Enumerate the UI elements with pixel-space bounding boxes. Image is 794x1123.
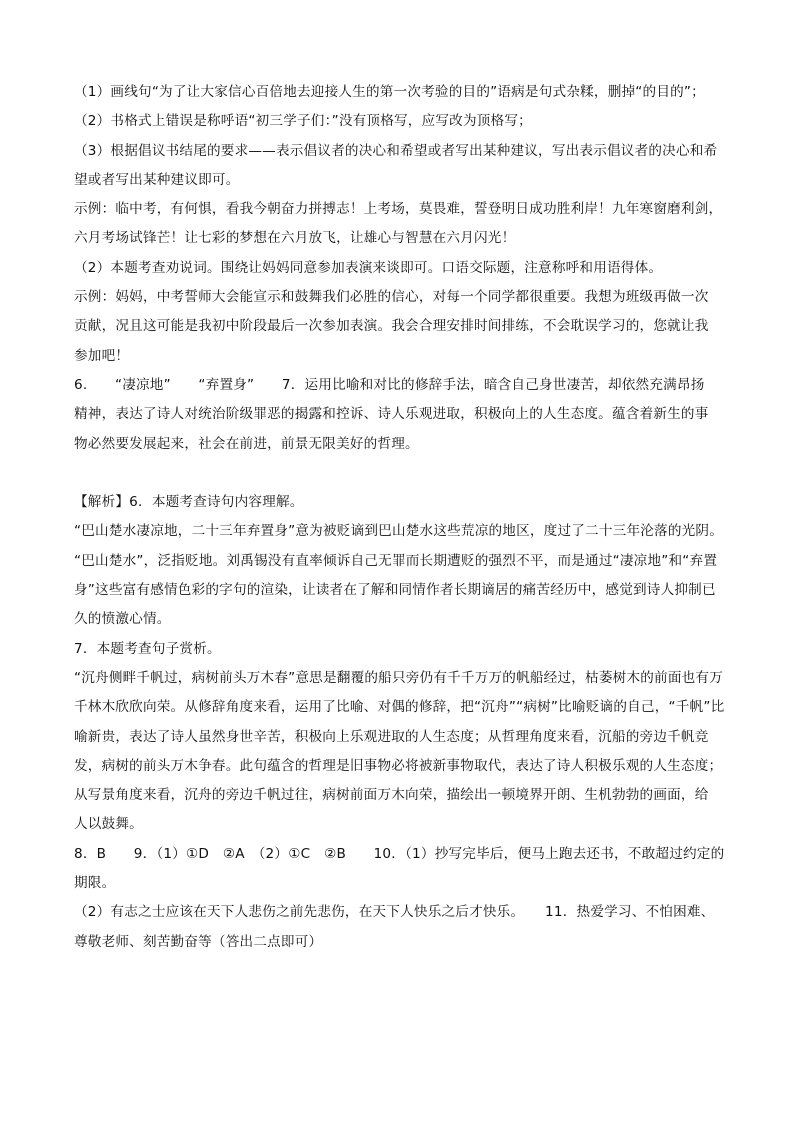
text-line: 从写景角度来看，沉舟的旁边千帆过往，病树前面万木向荣，描绘出一顿境界开朗、生机勃勃的画面，给 <box>74 787 709 804</box>
text-line: 喻新贵，表达了诗人虽然身世辛苦，积极向上乐观进取的人生态度；从哲理角度来看，沉船的旁边千帆竞 <box>74 728 709 745</box>
text-line: 人以鼓舞。 <box>74 816 143 833</box>
blank-line <box>74 459 724 488</box>
text-line: （2）本题考查劝说词。围绕让妈妈同意参加表演来谈即可。口语交际题，注意称呼和用语得体。 <box>74 259 663 276</box>
analysis-heading: 【解析】6．本题考查诗句内容理解。 <box>74 494 304 511</box>
text-line: 参加吧！ <box>74 347 130 364</box>
text-line: 物必然要发展起来，社会在前进，前景无限美好的哲理。 <box>74 435 419 452</box>
answer-text <box>74 78 724 957</box>
text-line: 6. “凄凉地” “弃置身” 7．运用比喻和对比的修辞手法，暗含自己身世凄苦，却依然充满昂扬 <box>74 376 705 393</box>
text-line: “巴山楚水凄凉地，二十三年弃置身”意为被贬谪到巴山楚水这些荒凉的地区，度过了二十三年沦落的光阴。 <box>74 523 723 540</box>
text-line: （2）有志之士应该在天下人悲伤之前先悲伤，在天下人快乐之后才快乐。 11．热爱学习、不怕困难、 <box>74 904 715 921</box>
text-line: 发，病树的前头万木争春。此句蕴含的哲理是旧事物必将被新事物取代，表达了诗人积极乐观的人生态度； <box>74 757 723 774</box>
text-line: 8．B 9．（1）①D ②A （2）①C ②B 10．（1）抄写完毕后，便马上跑去还书，不敢超过约定的 <box>74 845 724 862</box>
text-line: （1）画线句“为了让大家信心百倍地去迎接人生的第一次考验的目的”语病是句式杂糅，删掉“的目的”； <box>74 84 705 100</box>
text-line: （2）书格式上错误是称呼语“初三学子们：”没有顶格写，应写改为顶格写； <box>74 113 532 130</box>
text-line: 7．本题考查句子赏析。 <box>74 640 221 657</box>
text-line: 尊敬老师、刻苦勤奋等（答出二点即可） <box>74 933 323 950</box>
text-line: 望或者写出某种建议即可。 <box>74 171 240 188</box>
text-line: “沉舟侧畔千帆过，病树前头万木春”意思是翻覆的船只旁仍有千千万万的帆船经过，枯萎树木的前面也有万 <box>74 669 723 686</box>
text-line: （3）根据倡议书结尾的要求——表示倡议者的决心和希望或者写出某种建议，写出表示倡议者的决心和希 <box>74 142 718 159</box>
text-line: 示例：临中考，有何惧，看我今朝奋力拼搏志！上考场，莫畏难，誓登明日成功胜利岸！九年寒窗磨利剑， <box>74 201 723 218</box>
text-line: 贡献，况且这可能是我初中阶段最后一次参加表演。我会合理安排时间排练，不会耽误学习的，您就让我 <box>74 318 709 335</box>
text-line: 精神，表达了诗人对统治阶级罪恶的揭露和控诉、诗人乐观进取，积极向上的人生态度。蕴含着新生的事 <box>74 406 709 423</box>
text-line: 期限。 <box>74 875 116 892</box>
text-line: “巴山楚水”，泛指贬地。刘禹锡没有直率倾诉自己无罪而长期遭贬的强烈不平，而是通过“凄凉地”和“弃置 <box>74 552 718 569</box>
text-line: 久的愤激心情。 <box>74 611 171 628</box>
text-line: 示例：妈妈，中考誓师大会能宣示和鼓舞我们必胜的信心，对每一个同学都很重要。我想为班级再做一次 <box>74 289 709 306</box>
text-line: 千林木欣欣向荣。从修辞角度来看，运用了比喻、对偶的修辞，把“沉舟”“病树”比喻贬谪的自己，“千帆”比 <box>74 699 724 716</box>
text-line: 身”这些富有感情色彩的字句的渲染，让读者在了解和同情作者长期谪居的痛苦经历中，感觉到诗人抑制已 <box>74 582 716 599</box>
text-line: 六月考场试锋芒！让七彩的梦想在六月放飞，让雄心与智慧在六月闪光！ <box>74 230 516 247</box>
